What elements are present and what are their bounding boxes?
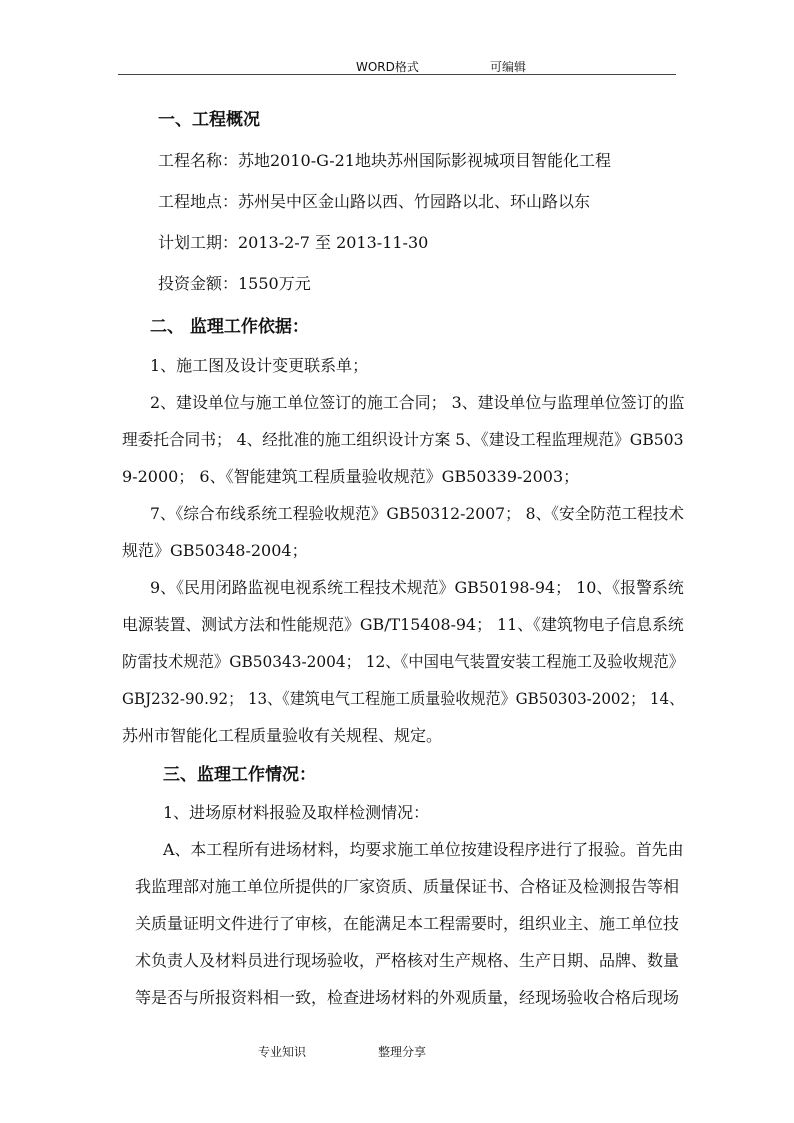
basis-line: 理委托合同书； 4、经批准的施工组织设计方案 5、《建设工程监理规范》GB503 (122, 430, 684, 449)
section3-heading: 三、监理工作情况： (163, 765, 316, 785)
work-line: A、本工程所有进场材料，均要求施工单位按建设程序进行了报验。首先由 (163, 840, 684, 859)
footer-right: 整理分享 (378, 1045, 427, 1059)
section3-subheading: 1、进场原材料报验及取样检测情况： (163, 803, 430, 822)
basis-line: 2、建设单位与施工单位签订的施工合同； 3、建设单位与监理单位签订的监 (150, 393, 685, 412)
footer-left: 专业知识 (258, 1045, 307, 1059)
basis-line: 9-2000； 6、《智能建筑工程质量验收规范》GB50339-2003； (122, 467, 580, 486)
basis-line: 9、《民用闭路监视电视系统工程技术规范》GB50198-94； 10、《报警系统 (150, 578, 684, 597)
work-line: 术负责人及材料员进行现场验收，严格核对生产规格、生产日期、品牌、数量 (135, 951, 680, 970)
work-line: 等是否与所报资料相一致，检查进场材料的外观质量，经现场验收合格后现场 (135, 988, 680, 1007)
section2-heading: 二、 监理工作依据： (150, 317, 309, 337)
header-right: 可编辑 (490, 60, 527, 74)
section1-heading: 一、工程概况 (158, 110, 260, 130)
work-line: 我监理部对施工单位所提供的厂家资质、质量保证书、合格证及检测报告等相 (135, 877, 680, 896)
basis-line: 7、《综合布线系统工程验收规范》GB50312-2007； 8、《安全防范工程技术 (150, 504, 685, 523)
basis-line: 电源装置、测试方法和性能规范》GB/T15408-94； 11、《建筑物电子信息系统 (122, 615, 684, 634)
basis-line: 苏州市智能化工程质量验收有关规程、规定。 (122, 726, 443, 745)
header-left: WORD格式 (356, 60, 419, 74)
basis-line: 规范》GB50348-2004； (122, 541, 308, 560)
basis-line: 防雷技术规范》GB50343-2004； 12、《中国电气装置安装工程施工及验收规范》 (122, 652, 685, 671)
project-location: 工程地点：苏州吴中区金山路以西、竹园路以北、环山路以东 (158, 192, 591, 211)
work-line: 关质量证明文件进行了审核，在能满足本工程需要时，组织业主、施工单位技 (135, 914, 680, 933)
basis-line: 1、施工图及设计变更联系单； (150, 356, 369, 375)
basis-line: GBJ232-90.92； 13、《建筑电气工程施工质量验收规范》GB50303-2002； 14、 (122, 689, 685, 708)
header-divider (118, 74, 676, 75)
project-period: 计划工期：2013-2-7 至 2013-11-30 (158, 233, 429, 252)
project-name: 工程名称：苏地2010-G-21地块苏州国际影视城项目智能化工程 (158, 151, 611, 170)
project-investment: 投资金额：1550万元 (158, 274, 311, 293)
